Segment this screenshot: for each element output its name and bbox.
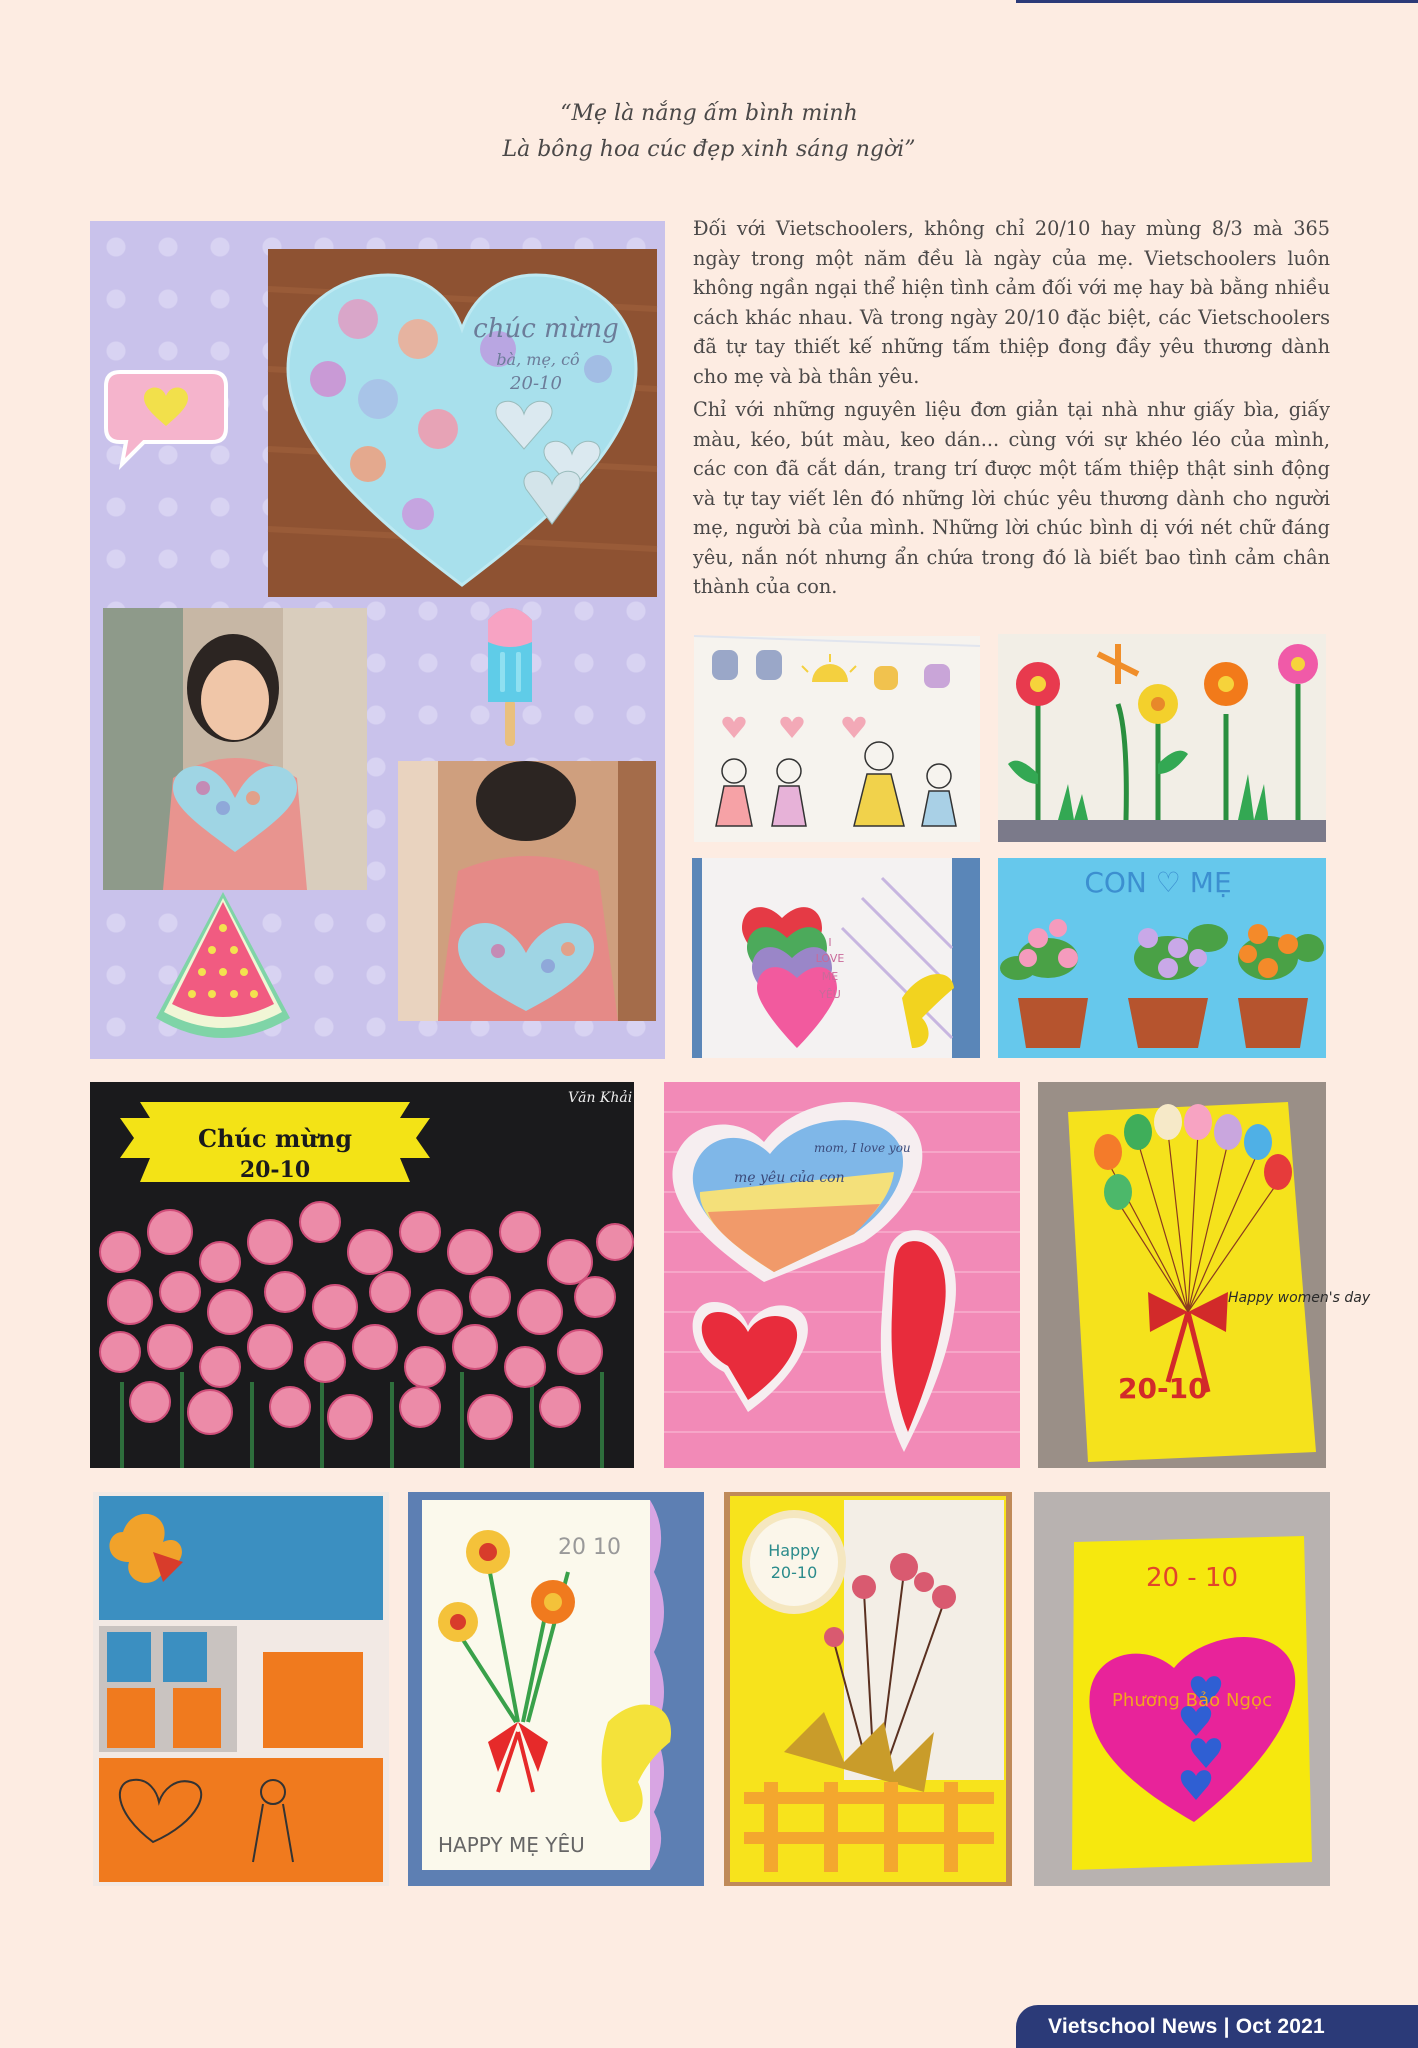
- card-text-yeu: YÊU: [819, 988, 841, 1001]
- roses-painting-photo: [90, 1082, 634, 1468]
- poem-quote: [300, 96, 1118, 168]
- rainbow-heart-card-photo: [664, 1082, 1020, 1468]
- stacked-hearts-card-photo: [692, 858, 980, 1058]
- roses-title-line-2: 20-10: [239, 1157, 311, 1183]
- watermelon-slice-icon: [150, 888, 296, 1048]
- roses-signature: Văn Khải: [568, 1090, 633, 1106]
- heart-card-line-3: 20-10: [510, 373, 562, 394]
- dried-flowers-yellow-card-photo: [724, 1492, 1012, 1886]
- article-paragraph-2: Chỉ với những nguyên liệu đơn giản tại nhà như giấy bìa, giấy màu, kéo, bút màu, keo dán... cùng với sự khéo léo của mình, các con đã cắt dán, trang trí được một tấm thiệp thật sinh động và tự tay viết lên đó những lời chúc yêu thương dành cho người mẹ, người bà của mình. Những lời chúc bình dị với nét chữ đáng yêu, nắn nót nhưng ẩn chứa trong đó là biết bao tình cảm chân thành của con.: [693, 398, 1330, 598]
- yellow-card-date: 20 - 10: [1145, 1563, 1239, 1593]
- girl-with-card-photo-2: [398, 761, 656, 1021]
- rainbow-card-text-1: mẹ yêu của con: [734, 1170, 845, 1186]
- popsicle-icon: [480, 600, 540, 750]
- heart-card-line-2: bà, mẹ, cô: [496, 350, 580, 369]
- issue-date: Oct 2021: [1235, 2015, 1325, 2038]
- heart-yellow-card-photo: [1034, 1492, 1330, 1886]
- heart-card-line-1: chúc mừng: [473, 314, 619, 344]
- girl-with-card-photo-1: [103, 608, 367, 890]
- article-paragraph-1: Đối với Vietschoolers, không chỉ 20/10 hay mùng 8/3 mà 365 ngày trong một năm đều là ngày của mẹ. Vietschoolers luôn không ngần ngại thể hiện tình cảm đối với mẹ hay bà bằng nhiều cách khác nhau. Và trong ngày 20/10 đặc biệt, các Vietschoolers đã tự tay thiết kế những tấm thiệp đong đầy yêu thương dành cho mẹ và bà thân yêu.: [693, 217, 1330, 388]
- yellow-card-name: Phương Bảo Ngọc: [1112, 1690, 1272, 1711]
- con-me-flower-pots-photo: [998, 858, 1326, 1058]
- publication-name: Vietschool News: [1048, 2015, 1218, 2038]
- paper-flowers-photo: [998, 634, 1326, 842]
- card-text-love: LOVE: [815, 952, 845, 965]
- family-drawing-photo: [694, 636, 980, 842]
- top-accent-bar: [1016, 0, 1418, 3]
- article-body: [693, 214, 1330, 606]
- con-me-title: CON ♡ MẸ: [1084, 866, 1232, 899]
- balloon-card-greeting: Happy women's day: [1228, 1290, 1371, 1306]
- quote-line-2: Là bông hoa cúc đẹp xinh sáng ngời”: [502, 137, 916, 162]
- happy-me-yeu-bouquet-card-photo: [408, 1492, 704, 1886]
- happy-me-yeu-text: HAPPY MẸ YÊU: [438, 1833, 585, 1857]
- rainbow-card-text-2: mom, I love you: [814, 1141, 911, 1155]
- card-text-me: MẸ: [821, 970, 839, 983]
- footer-publication-tag: [1016, 2005, 1418, 2048]
- footer-separator: |: [1223, 2015, 1230, 2038]
- roses-title-line-1: Chúc mừng: [197, 1124, 353, 1153]
- quote-line-1: “Mẹ là nắng ấm bình minh: [560, 101, 858, 126]
- dried-flower-text-1: Happy: [768, 1541, 820, 1560]
- card-text-i: I: [828, 936, 832, 949]
- heart-card-photo: [268, 249, 657, 597]
- speech-bubble-heart-icon: [100, 366, 232, 468]
- dried-flower-text-2: 20-10: [770, 1563, 818, 1582]
- bouquet-card-date: 20 10: [558, 1535, 621, 1560]
- balloon-card-photo: [1038, 1082, 1371, 1468]
- balloon-card-date: 20-10: [1118, 1372, 1208, 1405]
- orange-cards-collage-photo: [93, 1492, 389, 1886]
